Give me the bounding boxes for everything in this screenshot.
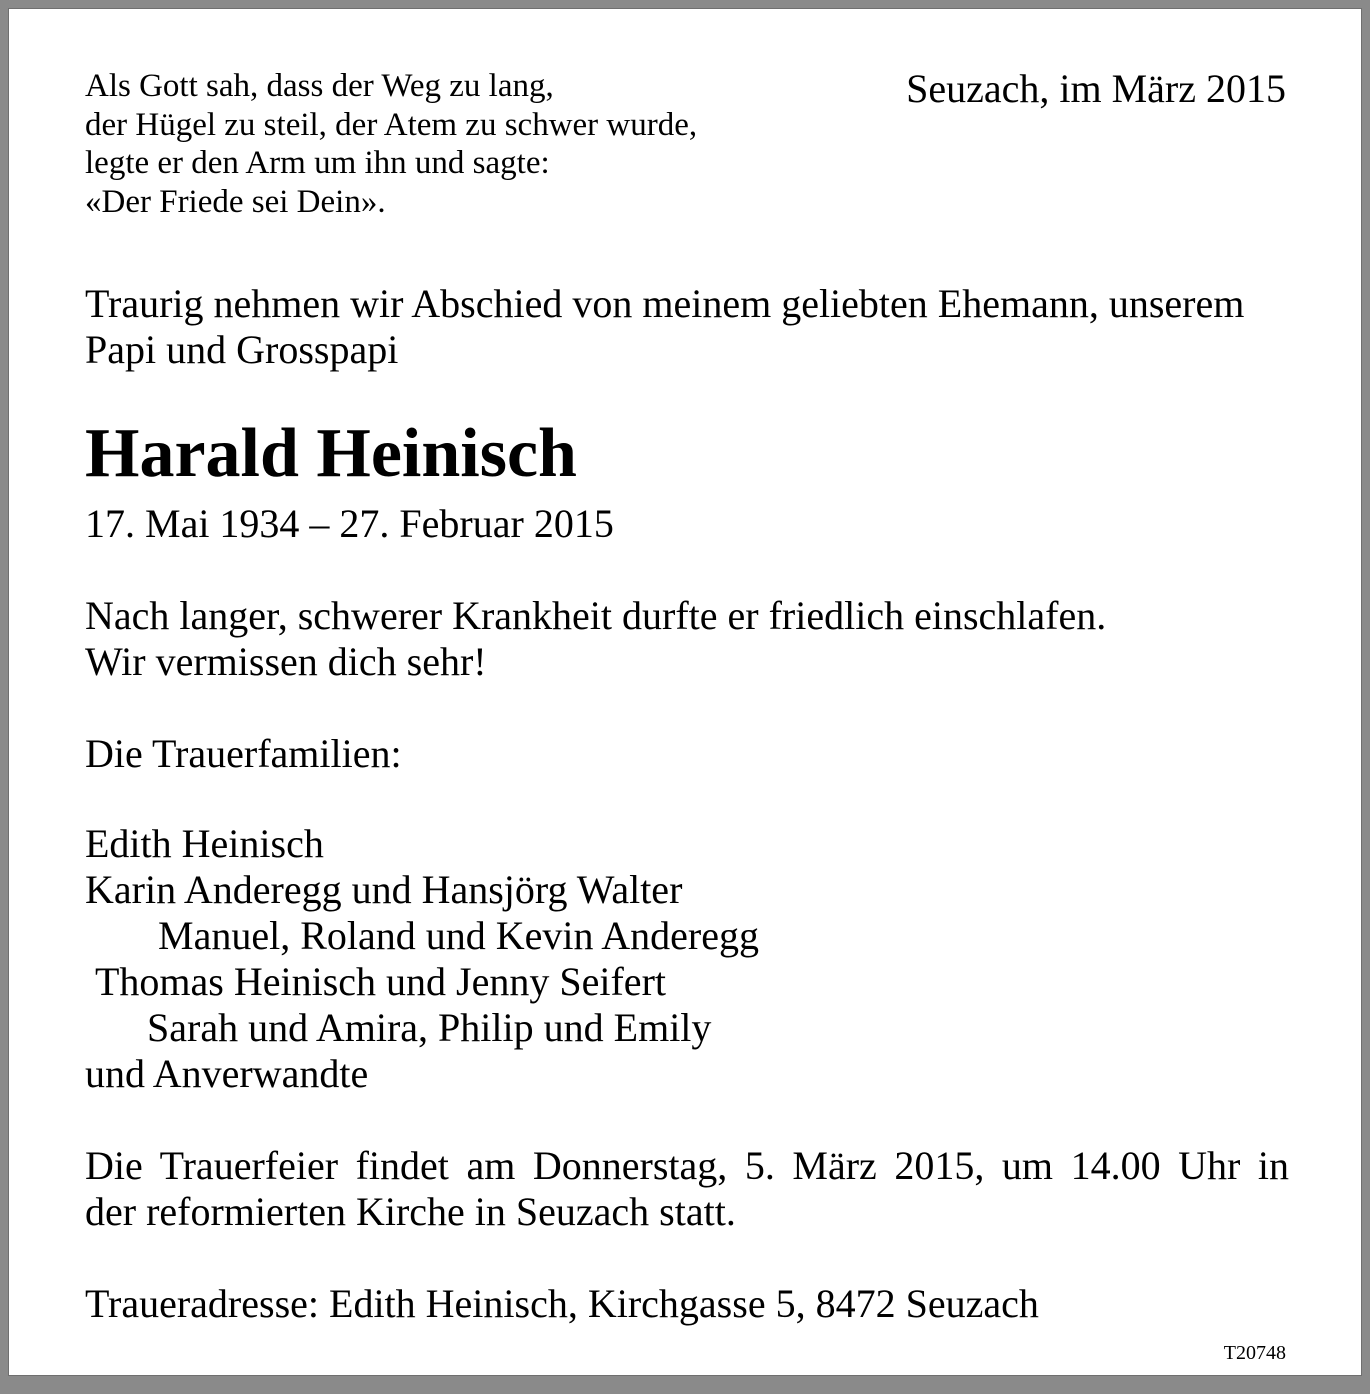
family-member: Edith Heinisch [85,821,324,866]
mourning-address: Traueradresse: Edith Heinisch, Kirchgasse 5, 8472 Seuzach [85,1281,1039,1326]
ceremony-line: der reformierten Kirche in Seuzach statt. [85,1189,736,1234]
poem-line: «Der Friede sei Dein». [85,183,386,220]
ad-code: T20748 [1223,1342,1286,1364]
message-line: Nach langer, schwerer Krankheit durfte er friedlich einschlafen. [85,593,1107,638]
deceased-name: Harald Heinisch [85,415,577,492]
place-date: Seuzach, im März 2015 [906,66,1286,111]
family-member: Karin Anderegg und Hansjörg Walter [85,867,683,912]
family-members-list [85,821,759,1097]
intro-text: Traurig nehmen wir Abschied von meinem geliebten Ehemann, unserem Papi und Grosspapi [85,281,1245,372]
poem-line: legte er den Arm um ihn und sagte: [85,145,550,181]
ceremony-line: Die Trauerfeier findet am Donnerstag, 5. März 2015, um 14.00 Uhr in [85,1143,1289,1188]
poem-line: Als Gott sah, dass der Weg zu lang, [85,68,554,104]
life-dates: 17. Mai 1934 – 27. Februar 2015 [85,501,614,546]
family-member: Manuel, Roland und Kevin Anderegg [158,913,759,958]
families-label: Die Trauerfamilien: [85,731,402,776]
family-member: Sarah und Amira, Philip und Emily [147,1005,712,1050]
poem-line: der Hügel zu steil, der Atem zu schwer wurde, [85,106,698,143]
farewell-message [85,593,1106,685]
poem-verse [85,67,697,221]
obituary-notice [8,8,1362,1376]
message-line: Wir vermissen dich sehr! [85,639,487,684]
ceremony-info [85,1143,1289,1235]
family-member: und Anverwandte [85,1051,369,1096]
family-member: Thomas Heinisch und Jenny Seifert [95,959,666,1004]
